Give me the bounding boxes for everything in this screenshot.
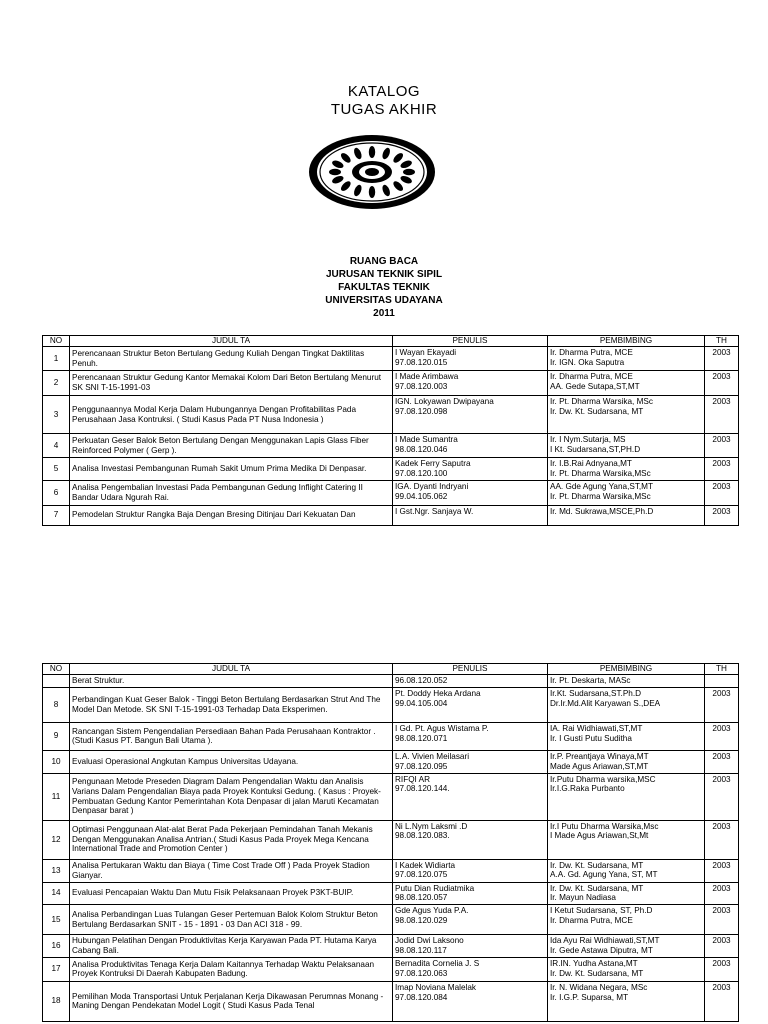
pembimbing-1: Ir.P. Preantjaya Winaya,MT: [550, 751, 649, 761]
cell-judul: [70, 722, 393, 750]
penulis-nim: 98.08.120.029: [395, 916, 448, 926]
table-row: [43, 434, 739, 458]
table-row: [43, 957, 739, 981]
judul-text: Evaluasi Operasional Angkutan Kampus Universitas Udayana.: [72, 756, 299, 766]
penulis-name: Imap Noviana Malelak: [395, 982, 477, 992]
judul-text: Analisa Pengembalian Investasi Pada Pembangunan Gedung Inflight Catering II Bandar Udara Ngurah Rai.: [72, 482, 363, 502]
cell-tahun: 2003: [705, 505, 739, 525]
column-header-no: NO: [43, 336, 70, 347]
pembimbing-1: Ir. Dw. Kt. Sudarsana, MT: [550, 860, 644, 870]
cell-pembimbing: [548, 859, 705, 882]
judul-text: Perkuatan Geser Balok Beton Bertulang Dengan Menggunakan Lapis Glass Fiber Reinforced Polymer ( Gerp ).: [72, 435, 369, 455]
judul-text: Evaluasi Pencapaian Waktu Dan Mutu Fisik Pelaksanaan Proyek P3KT-BUIP.: [72, 888, 354, 898]
table-row: [43, 675, 739, 688]
pembimbing-1: Ir.Putu Dharma warsika,MSC: [550, 774, 656, 784]
pembimbing-1: Ir. Dw. Kt. Sudarsana, MT: [550, 883, 644, 893]
cell-no: 18: [43, 981, 70, 1021]
cell-pembimbing: [548, 957, 705, 981]
cell-judul: [70, 859, 393, 882]
cell-penulis: [393, 882, 548, 905]
column-header-th: TH: [705, 664, 739, 675]
table-row: [43, 371, 739, 396]
cell-judul: [70, 935, 393, 958]
cell-no: 6: [43, 480, 70, 505]
cell-no: 15: [43, 905, 70, 935]
pembimbing-1: IR.IN. Yudha Astana,MT: [550, 958, 638, 968]
cell-penulis: [393, 687, 548, 722]
pembimbing-2: I Made Agus Ariawan,St,Mt: [550, 831, 649, 841]
cell-tahun: 2003: [705, 458, 739, 481]
cell-tahun: 2003: [705, 773, 739, 820]
penulis-nim: 97.08.120.144.: [395, 784, 450, 794]
pembimbing-1: IA. Rai Widhiawati,ST,MT: [550, 723, 643, 733]
judul-text: Pemodelan Struktur Rangka Baja Dengan Bresing Ditinjau Dari Kekuatan Dan: [72, 510, 356, 520]
cell-no: 1: [43, 347, 70, 371]
penulis-nim: 97.08.120.015: [395, 357, 448, 367]
pembimbing-1: Ida Ayu Rai Widhiawati,ST,MT: [550, 936, 660, 946]
penulis-name: 96.08.120.052: [395, 676, 448, 685]
pembimbing-2: Ir. Dharma Putra, MCE: [550, 916, 633, 926]
cell-no: 8: [43, 687, 70, 722]
table-row: [43, 480, 739, 505]
pembimbing-2: Ir. Mayun Nadiasa: [550, 893, 616, 903]
pembimbing-1: I Ketut Sudarsana, ST, Ph.D: [550, 906, 653, 916]
cell-penulis: [393, 820, 548, 859]
table-row: [43, 820, 739, 859]
penulis-nim: 97.08.120.098: [395, 406, 448, 416]
penulis-name: Pt. Doddy Heka Ardana: [395, 688, 481, 698]
table-row: [43, 687, 739, 722]
cell-pembimbing: [548, 371, 705, 396]
pembimbing-2: Ir. Gede Astawa Diputra, MT: [550, 946, 653, 956]
pembimbing-2: Ir. Pt. Dharma Warsika,MSc: [550, 468, 651, 478]
pembimbing-1: AA. Gde Agung Yana,ST,MT: [550, 481, 654, 491]
column-header-pembimbing: PEMBIMBING: [548, 664, 705, 675]
judul-text: Perencanaan Struktur Beton Bertulang Gedung Kuliah Dengan Tingkat Daktilitas Penuh.: [72, 348, 365, 368]
penulis-name: Putu Dian Rudiatmika: [395, 883, 475, 893]
cell-pembimbing: [548, 905, 705, 935]
cell-tahun: 2003: [705, 957, 739, 981]
penulis-name: I Wayan Ekayadi: [395, 348, 457, 357]
cell-tahun: 2003: [705, 396, 739, 434]
judul-text: Analisa Investasi Pembangunan Rumah Sakit Umum Prima Medika Di Denpasar.: [72, 463, 367, 473]
cell-penulis: [393, 905, 548, 935]
catalog-subtitle: TUGAS AKHIR: [330, 101, 438, 118]
org-line-1: RUANG BACA: [349, 256, 419, 267]
column-header-penulis: PENULIS: [393, 336, 548, 347]
cell-judul: [70, 675, 393, 688]
cell-no: 17: [43, 957, 70, 981]
column-header-judul: JUDUL TA: [70, 336, 393, 347]
cell-no: 14: [43, 882, 70, 905]
cell-judul: [70, 820, 393, 859]
judul-text: Analisa Pertukaran Waktu dan Biaya ( Time Cost Trade Off ) Pada Proyek Stadion Gianyar.: [72, 860, 370, 880]
cell-no: 3: [43, 396, 70, 434]
penulis-nim: 98.08.120.117: [395, 946, 447, 956]
penulis-name: Bernadita Cornelia J. S: [395, 958, 480, 968]
cell-judul: [70, 981, 393, 1021]
penulis-nim: 98.08.120.083.: [395, 831, 450, 841]
pembimbing-2: Ir.I.G.Raka Purbanto: [550, 784, 625, 794]
cell-penulis: [393, 675, 548, 688]
penulis-name: Gde Agus Yuda P.A.: [395, 906, 469, 916]
cell-tahun: 2003: [705, 480, 739, 505]
table-row: [43, 458, 739, 481]
org-line-2: JURUSAN TEKNIK SIPIL: [325, 269, 443, 280]
pembimbing-1: Ir. N. Widana Negara, MSc: [550, 982, 648, 992]
cell-judul: [70, 773, 393, 820]
pembimbing-2: Ir. I Gusti Putu Suditha: [550, 733, 632, 743]
cell-tahun: 2003: [705, 905, 739, 935]
penulis-name: I Made Arimbawa: [395, 372, 459, 381]
penulis-name: Ni L.Nym Laksmi .D: [395, 821, 468, 831]
table-row: [43, 722, 739, 750]
cell-tahun: 2003: [705, 722, 739, 750]
cell-pembimbing: [548, 480, 705, 505]
university-emblem: [307, 133, 437, 211]
cell-tahun: 2003: [705, 935, 739, 958]
cell-judul: [70, 882, 393, 905]
cell-no: 11: [43, 773, 70, 820]
pembimbing-1: Ir. Pt. Dharma Warsika, MSc: [550, 397, 653, 406]
cell-penulis: [393, 750, 548, 773]
penulis-name: RIFQI AR: [395, 774, 431, 784]
cell-penulis: [393, 859, 548, 882]
cell-no: 5: [43, 458, 70, 481]
cell-no: [43, 675, 70, 688]
pembimbing-2: Dr.Ir.Md.Alit Karyawan S.,DEA: [550, 698, 661, 708]
cell-tahun: 2003: [705, 371, 739, 396]
penulis-nim: 97.08.120.100: [395, 468, 448, 478]
cell-pembimbing: [548, 750, 705, 773]
cell-pembimbing: [548, 687, 705, 722]
cell-pembimbing: [548, 434, 705, 458]
judul-text: Analisa Produktivitas Tenaga Kerja Dalam Kaitannya Terhadap Waktu Pelaksanaan Proyek Kontruksi Di Daerah Kabupaten Badung.: [72, 959, 375, 979]
column-header-judul: JUDUL TA: [70, 664, 393, 675]
cell-penulis: [393, 722, 548, 750]
judul-text: Penggunaannya Modal Kerja Dalam Hubungannya Dengan Profitabilitas Pada Perusahaan Jasa Kontruksi. ( Studi Kasus Pada PT Nusa Indonesia ): [72, 404, 357, 424]
penulis-nim: 97.08.120.095: [395, 761, 448, 771]
cell-pembimbing: [548, 722, 705, 750]
pembimbing-2: Ir. Pt. Dharma Warsika,MSc: [550, 491, 651, 501]
cell-pembimbing: [548, 505, 705, 525]
pembimbing-1: Ir. I Nym.Sutarja, MS: [550, 435, 626, 444]
penulis-nim: 99.04.105.004: [395, 698, 448, 708]
cell-judul: [70, 347, 393, 371]
table-row: [43, 905, 739, 935]
cell-tahun: [705, 675, 739, 688]
penulis-name: I Made Sumantra: [395, 435, 458, 444]
table-header-row: [43, 664, 739, 675]
judul-text: Perbandingan Kuat Geser Balok - Tinggi Beton Bertulang Berdasarkan Strut And The Model Dan Metode. SK SNI T-15-1991-03 Terhadap Data Eksperimen.: [72, 695, 381, 714]
cell-no: 4: [43, 434, 70, 458]
pembimbing-2: I Kt. Sudarsana,ST,PH.D: [550, 444, 641, 454]
cell-judul: [70, 505, 393, 525]
judul-text: Rancangan Sistem Pengendalian Persediaan Bahan Pada Perusahaan Kontraktor .(Studi Kasus PT. Bangun Bali Utama ).: [72, 726, 376, 746]
pembimbing-1: Ir.I Putu Dharma Warsika,Msc: [550, 821, 659, 831]
cell-penulis: [393, 981, 548, 1021]
cell-judul: [70, 396, 393, 434]
cell-pembimbing: [548, 981, 705, 1021]
judul-text: Pemilihan Moda Transportasi Untuk Perjalanan Kerja Dikawasan Perumnas Monang - Maning Dengan Pendekatan Model Logit ( Studi Kasus Pada Tenal: [72, 991, 384, 1011]
cell-tahun: 2003: [705, 981, 739, 1021]
penulis-nim: 98.08.120.071: [395, 733, 448, 743]
judul-text: Perencanaan Struktur Gedung Kantor Memakai Kolom Dari Beton Bertulang Menurut SK SNI T-15-1991-03: [72, 373, 382, 392]
cell-no: 16: [43, 935, 70, 958]
penulis-name: IGN. Lokyawan Dwipayana: [395, 397, 494, 406]
cell-judul: [70, 750, 393, 773]
pembimbing-2: Ir. I.G.P. Suparsa, MT: [550, 992, 629, 1002]
table-header-row: [43, 336, 739, 347]
cell-pembimbing: [548, 347, 705, 371]
pembimbing-1: Ir. I.B.Rai Adnyana,MT: [550, 459, 632, 468]
pembimbing-1: Ir. Dharma Putra, MCE: [550, 372, 633, 381]
cell-tahun: 2003: [705, 434, 739, 458]
penulis-nim: 97.08.120.084: [395, 992, 448, 1002]
table-row: [43, 773, 739, 820]
catalog-title: KATALOG: [347, 83, 421, 100]
cell-no: 7: [43, 505, 70, 525]
table-row: [43, 859, 739, 882]
penulis-name: I Gst.Ngr. Sanjaya W.: [395, 506, 474, 516]
cell-penulis: [393, 935, 548, 958]
cell-penulis: [393, 773, 548, 820]
cell-no: 12: [43, 820, 70, 859]
penulis-name: I Kadek Widiarta: [395, 860, 456, 870]
judul-text: Optimasi Penggunaan Alat-alat Berat Pada Pekerjaan Pemindahan Tanah Mekanis Dengan Menggunakan Analisa Antrian.( Studi Kasus Pada Proyek Mega Kencana International Trade and Promotion Center ): [72, 824, 373, 854]
penulis-nim: 99.04.105.062: [395, 491, 448, 501]
cell-penulis: [393, 396, 548, 434]
cell-no: 9: [43, 722, 70, 750]
cell-penulis: [393, 434, 548, 458]
cell-judul: [70, 957, 393, 981]
cell-tahun: 2003: [705, 687, 739, 722]
penulis-name: Jodid Dwi Laksono: [395, 936, 464, 946]
pembimbing-2: Made Agus Ariawan,ST,MT: [550, 761, 649, 771]
pembimbing-1: Ir.Kt. Sudarsana,ST.Ph.D: [550, 688, 642, 698]
cell-tahun: 2003: [705, 347, 739, 371]
org-line-3: FAKULTAS TEKNIK: [338, 282, 430, 293]
cell-tahun: 2003: [705, 882, 739, 905]
pembimbing-1: Ir. Dharma Putra, MCE: [550, 348, 633, 357]
table-row: [43, 347, 739, 371]
judul-text: Hubungan Pelatihan Dengan Produktivitas Kerja Karyawan Pada PT. Hutama Karya Cabang Bali.: [72, 936, 377, 956]
penulis-nim: 98.08.120.046: [395, 444, 448, 454]
pembimbing-1: Ir. Pt. Deskarta, MASc: [550, 676, 631, 685]
table-row: [43, 935, 739, 958]
catalog-table-page-1: [42, 335, 731, 524]
penulis-nim: 98.08.120.057: [395, 893, 448, 903]
cell-tahun: 2003: [705, 750, 739, 773]
cell-pembimbing: [548, 773, 705, 820]
penulis-name: I Gd. Pt. Agus Wistama P.: [395, 723, 489, 733]
cell-penulis: [393, 347, 548, 371]
cell-tahun: 2003: [705, 820, 739, 859]
cell-tahun: 2003: [705, 859, 739, 882]
pembimbing-2: A.A. Gd. Agung Yana, ST, MT: [550, 870, 658, 880]
cell-no: 2: [43, 371, 70, 396]
judul-text: Analisa Perbandingan Luas Tulangan Geser Pertemuan Balok Kolom Struktur Beton Bertulang Berdasarkan SNIT - 15 - 1891 - 03 Dan ACI 318 - 99.: [72, 909, 378, 929]
cell-pembimbing: [548, 675, 705, 688]
cell-penulis: [393, 371, 548, 396]
cell-judul: [70, 371, 393, 396]
pembimbing-2: Ir. IGN. Oka Saputra: [550, 357, 625, 367]
cell-judul: [70, 905, 393, 935]
cell-judul: [70, 480, 393, 505]
catalog-table-page-2: [42, 663, 731, 1024]
pembimbing-1: Ir. Md. Sukrawa,MSCE,Ph.D: [550, 506, 654, 516]
cell-no: 10: [43, 750, 70, 773]
pembimbing-2: AA. Gede Sutapa,ST,MT: [550, 381, 640, 391]
cell-penulis: [393, 480, 548, 505]
table-row: [43, 396, 739, 434]
penulis-name: L.A. Vivien Meilasari: [395, 751, 470, 761]
cell-judul: [70, 434, 393, 458]
cell-penulis: [393, 458, 548, 481]
table-row: [43, 981, 739, 1021]
cell-no: 13: [43, 859, 70, 882]
cell-pembimbing: [548, 935, 705, 958]
cell-penulis: [393, 957, 548, 981]
column-header-pembimbing: PEMBIMBING: [548, 336, 705, 347]
judul-text: Pengunaan Metode Preseden Diagram Dalam Pengendalian Waktu dan Analisis Varians Dalam Pengendalian Biaya pada Proyek Kontuksi Gedung. ( Kasus : Proyek- Pembuatan Gedung Kantor Pemerintahan Kota Denpasar di jalan Maruti Kecamatan Denpasar barat ): [72, 776, 381, 816]
pembimbing-2: Ir. Dw. Kt. Sudarsana, MT: [550, 406, 644, 416]
cell-pembimbing: [548, 820, 705, 859]
cell-judul: [70, 687, 393, 722]
cell-pembimbing: [548, 396, 705, 434]
column-header-no: NO: [43, 664, 70, 675]
org-line-5: 2011: [373, 308, 395, 319]
penulis-nim: 97.08.120.003: [395, 381, 448, 391]
cell-pembimbing: [548, 458, 705, 481]
cell-pembimbing: [548, 882, 705, 905]
cell-penulis: [393, 505, 548, 525]
cell-judul: [70, 458, 393, 481]
penulis-nim: 97.08.120.063: [395, 968, 448, 978]
org-line-4: UNIVERSITAS UDAYANA: [325, 295, 443, 306]
table-row: [43, 882, 739, 905]
judul-text: Berat Struktur.: [72, 676, 125, 685]
table-row: [43, 750, 739, 773]
pembimbing-2: Ir. Dw. Kt. Sudarsana, MT: [550, 968, 644, 978]
penulis-name: Kadek Ferry Saputra: [395, 459, 471, 468]
column-header-penulis: PENULIS: [393, 664, 548, 675]
table-row: [43, 505, 739, 525]
column-header-th: TH: [705, 336, 739, 347]
penulis-name: IGA. Dyanti Indryani: [395, 481, 469, 491]
penulis-nim: 97.08.120.075: [395, 870, 448, 880]
